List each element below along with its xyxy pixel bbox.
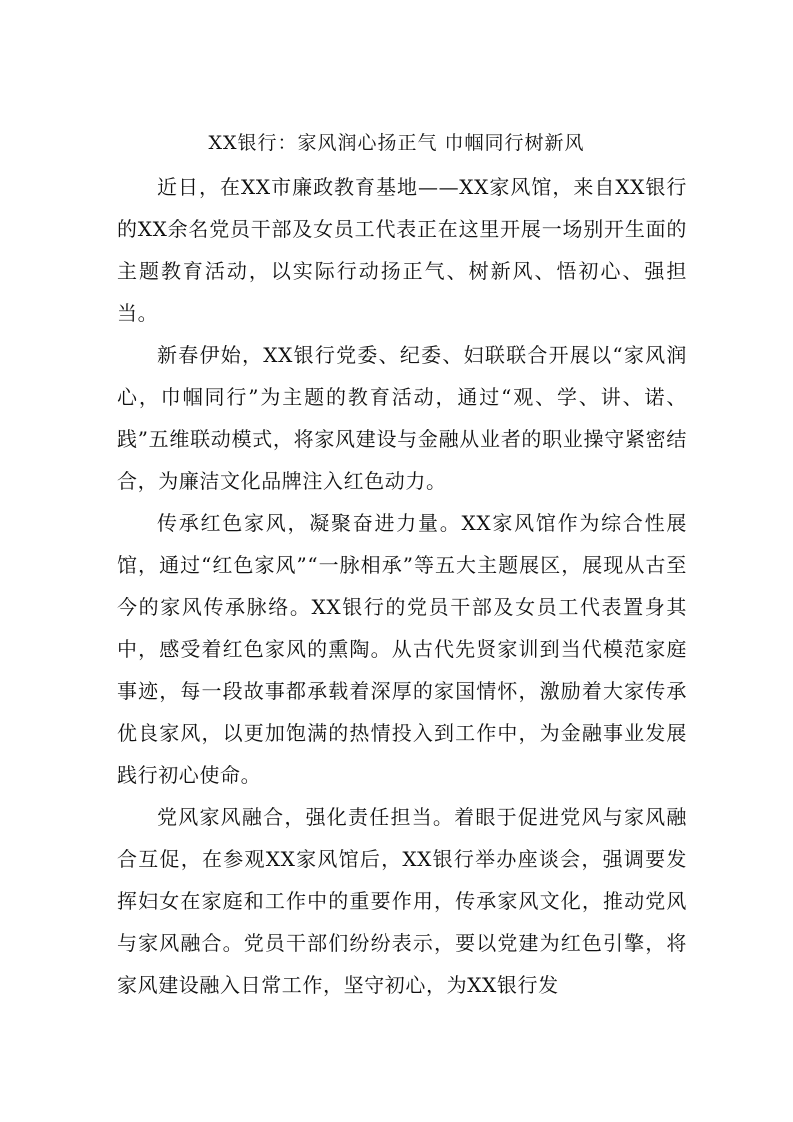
- document-title: XX银行：家风润心扬正气 巾帼同行树新风: [208, 132, 585, 154]
- paragraph-4: 党风家风融合，强化责任担当。着眼于促进党风与家风融合互促，在参观XX家风馆后，XX银行举办座谈会，强调要发挥妇女在家庭和工作中的重要作用，传承家风文化，推动党风与家风融合。党员干部们纷纷表示，要以党建为红色引擎，将家风建设融入日常工作，坚守初心，为XX银行发: [117, 805, 687, 997]
- paragraph-1: 近日，在XX市廉政教育基地——XX家风馆，来自XX银行的XX余名党员干部及女员工代表正在这里开展一场别开生面的主题教育活动，以实际行动扬正气、树新风、悟初心、强担当。: [117, 175, 687, 325]
- document-body: [117, 166, 687, 1006]
- paragraph-3: 传承红色家风，凝聚奋进力量。XX家风馆作为综合性展馆，通过“红色家风”“一脉相承”等五大主题展区，展现从古至今的家风传承脉络。XX银行的党员干部及女员工代表置身其中，感受着红色家风的熏陶。从古代先贤家训到当代模范家庭事迹，每一段故事都承载着深厚的家国情怀，激励着大家传承优良家风，以更加饱满的热情投入到工作中，为金融事业发展践行初心使命。: [117, 511, 687, 787]
- paragraph-2: 新春伊始，XX银行党委、纪委、妇联联合开展以“家风润心，巾帼同行”为主题的教育活动，通过“观、学、讲、诺、践”五维联动模式，将家风建设与金融从业者的职业操守紧密结合，为廉洁文化品牌注入红色动力。: [117, 343, 687, 493]
